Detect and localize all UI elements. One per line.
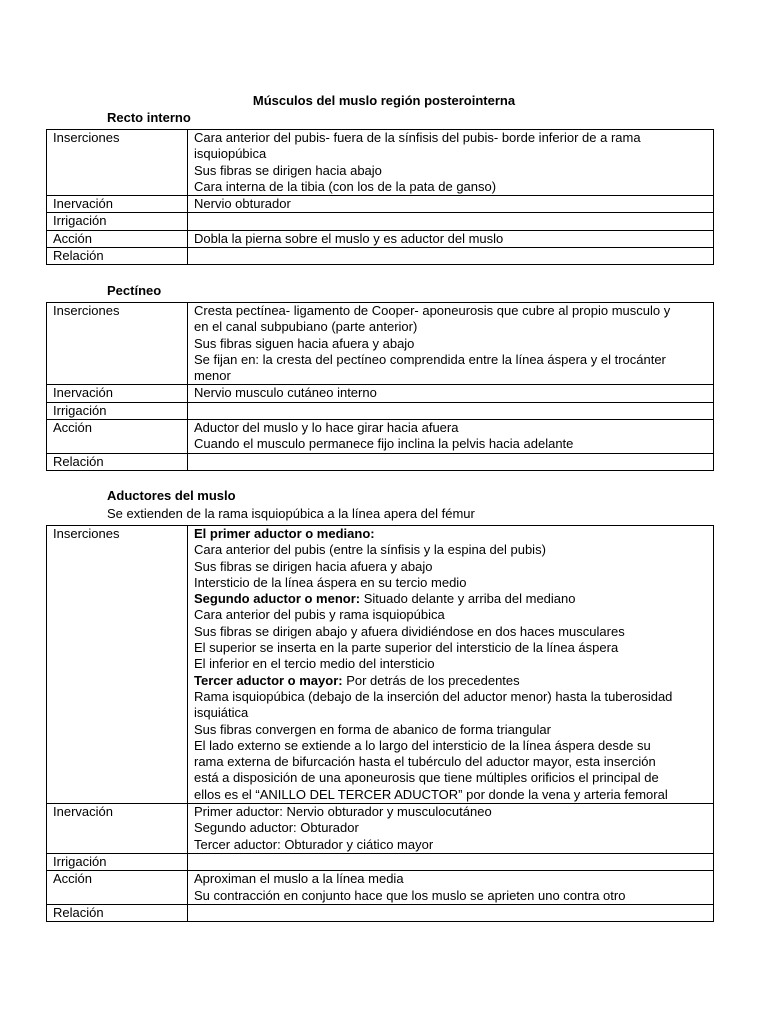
row-label: Inserciones — [47, 526, 188, 804]
text-line: Primer aductor: Nervio obturador y musculocutáneo — [194, 804, 492, 820]
row-value — [188, 213, 714, 230]
row-label: Irrigación — [47, 213, 188, 230]
row-label: Relación — [47, 904, 188, 921]
text-line: Cara anterior del pubis- fuera de la sínfisis del pubis- borde inferior de a rama — [194, 130, 641, 145]
text-line: Se fijan en: la cresta del pectíneo comprendida entre la línea áspera y el trocánter — [194, 351, 666, 367]
section-title-aductores: Aductores del muslo — [107, 488, 236, 503]
row-value: Nervio musculo cutáneo interno — [188, 385, 714, 402]
table-row — [47, 130, 714, 196]
row-value — [188, 402, 714, 419]
text-line: en el canal subpubiano (parte anterior) — [194, 319, 418, 335]
text-line: El lado externo se extiende a lo largo del intersticio de la línea áspera desde su — [194, 737, 651, 753]
row-value — [188, 453, 714, 470]
table-row — [47, 385, 714, 402]
text-line: isquiática — [194, 705, 249, 721]
table-row — [47, 804, 714, 854]
text-line: Cuando el musculo permanece fijo inclina la pelvis hacia adelante — [194, 436, 574, 452]
text-line: Su contracción en conjunto hace que los muslo se aprieten uno contra otro — [194, 887, 626, 903]
row-label: Relación — [47, 248, 188, 265]
table-row — [47, 196, 714, 213]
row-label: Inervación — [47, 196, 188, 213]
row-label: Inserciones — [47, 130, 188, 196]
text-line: Cara anterior del pubis (entre la sínfisis y la espina del pubis) — [194, 542, 546, 558]
text-line: Segundo aductor: Obturador — [194, 820, 359, 836]
text-line: Sus fibras se dirigen hacia abajo — [194, 162, 382, 178]
text-line: Tercer aductor: Obturador y ciático mayor — [194, 836, 434, 852]
section-subtitle-aductores: Se extienden de la rama isquiopúbica a la línea apera del fémur — [107, 506, 475, 521]
row-value — [188, 303, 714, 385]
subheading-tercer-aductor: Tercer aductor o mayor: — [194, 672, 343, 688]
text-line: Aductor del muslo y lo hace girar hacia afuera — [194, 420, 459, 436]
table-row — [47, 213, 714, 230]
row-label: Irrigación — [47, 402, 188, 419]
table-row — [47, 853, 714, 870]
row-value — [188, 526, 714, 804]
text-line: Cresta pectínea- ligamento de Cooper- aponeurosis que cubre al propio musculo y — [194, 303, 671, 318]
text-line: Sus fibras siguen hacia afuera y abajo — [194, 335, 415, 351]
text-line — [194, 591, 707, 607]
table-row — [47, 303, 714, 385]
text-line — [194, 673, 707, 689]
subheading-segundo-aductor: Segundo aductor o menor: — [194, 591, 361, 607]
table-row — [47, 526, 714, 804]
text-line: isquiopúbica — [194, 146, 267, 162]
text-line: Aproximan el muslo a la línea media — [194, 871, 404, 887]
text-line: Sus fibras se dirigen hacia afuera y abajo — [194, 558, 433, 574]
section-title-pectineo: Pectíneo — [107, 283, 162, 298]
table-row — [47, 904, 714, 921]
table-row — [47, 871, 714, 905]
text-line: ellos es el “ANILLO DEL TERCER ADUCTOR” por donde la vena y arteria femoral — [194, 786, 668, 802]
row-value — [188, 248, 714, 265]
table-row — [47, 453, 714, 470]
row-label: Inervación — [47, 385, 188, 402]
text-line: El inferior en el tercio medio del intersticio — [194, 656, 435, 672]
row-value: Nervio obturador — [188, 196, 714, 213]
table-row — [47, 230, 714, 247]
row-value — [188, 904, 714, 921]
subheading-rest: Por detrás de los precedentes — [342, 672, 520, 688]
text-line: Cara interna de la tibia (con los de la pata de ganso) — [194, 178, 497, 194]
row-label: Inserciones — [47, 303, 188, 385]
row-label: Acción — [47, 230, 188, 247]
row-value — [188, 130, 714, 196]
text-line: Sus fibras se dirigen abajo y afuera dividiéndose en dos haces musculares — [194, 623, 625, 639]
text-line: menor — [194, 368, 231, 384]
table-aductores — [46, 525, 714, 922]
row-value — [188, 853, 714, 870]
row-label: Acción — [47, 420, 188, 454]
text-line: Cara anterior del pubis y rama isquiopúbica — [194, 607, 445, 623]
table-recto-interno — [46, 129, 714, 265]
section-title-recto-interno: Recto interno — [107, 110, 191, 125]
row-label: Inervación — [47, 804, 188, 854]
table-row — [47, 248, 714, 265]
row-value — [188, 804, 714, 854]
row-value: Dobla la pierna sobre el muslo y es aductor del muslo — [188, 230, 714, 247]
table-row — [47, 420, 714, 454]
text-line: Intersticio de la línea áspera en su tercio medio — [194, 574, 467, 590]
text-line: Rama isquiopúbica (debajo de la inserción del aductor menor) hasta la tuberosidad — [194, 688, 673, 704]
text-line: Sus fibras convergen en forma de abanico de forma triangular — [194, 721, 551, 737]
table-row — [47, 402, 714, 419]
row-value — [188, 871, 714, 905]
text-line: está a disposición de una aponeurosis que tiene múltiples orificios el principal de — [194, 770, 659, 786]
subheading-rest: Situado delante y arriba del mediano — [360, 591, 576, 607]
document-title: Músculos del muslo región posterointerna — [252, 93, 516, 108]
subheading-primer-aductor: El primer aductor o mediano: — [194, 526, 375, 541]
row-value — [188, 420, 714, 454]
row-label: Acción — [47, 871, 188, 905]
table-pectineo — [46, 302, 714, 471]
row-label: Relación — [47, 453, 188, 470]
text-line: El superior se inserta en la parte superior del intersticio de la línea áspera — [194, 640, 619, 656]
row-label: Irrigación — [47, 853, 188, 870]
text-line: rama externa de bifurcación hasta el tubérculo del aductor mayor, esta inserción — [194, 754, 656, 770]
